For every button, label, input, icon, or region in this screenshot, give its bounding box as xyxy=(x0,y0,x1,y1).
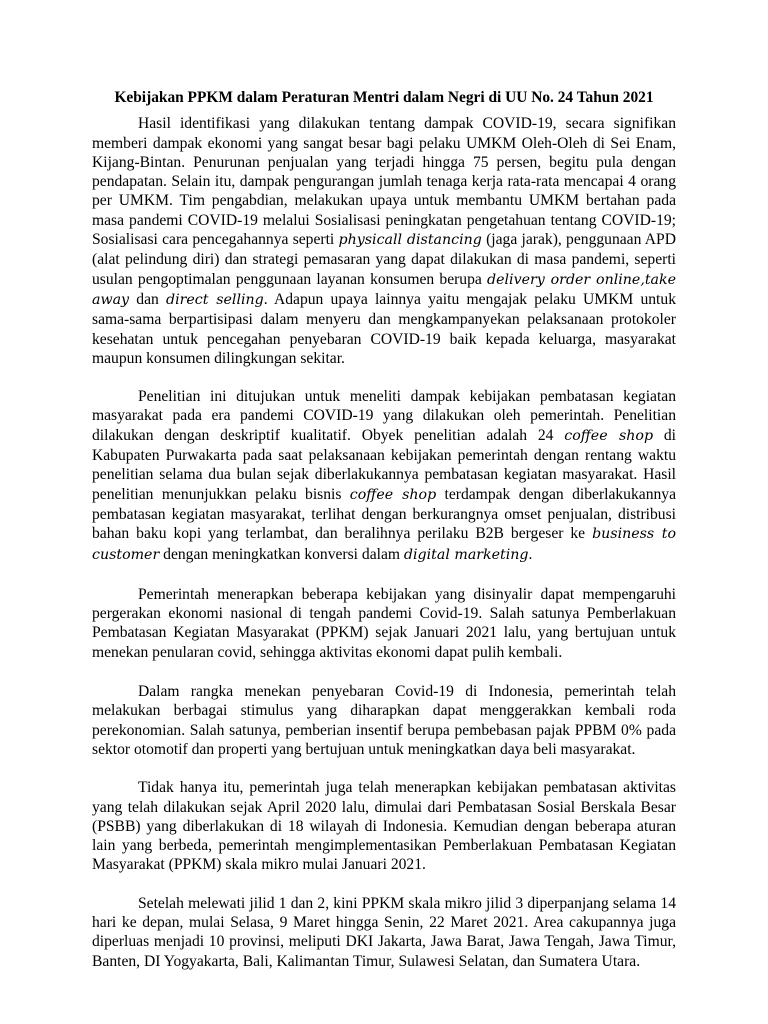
paragraph-3: Pemerintah menerapkan beberapa kebijakan yang disinyalir dapat mempengaruhi pergerakan ekonomi nasional di tengah pandemi Covid-19. Salah satunya Pemberlakuan Pembatasan Kegiatan Masyarakat (PPKM) sejak Januari 2021 lalu, yang bertujuan untuk menekan penularan covid, sehingga aktivitas ekonomi dapat pulih kembali. xyxy=(92,585,676,661)
paragraph-1-text-a: Hasil identifikasi yang dilakukan tentang dampak COVID-19, secara signifikan memberi dampak ekonomi yang sangat besar bagi pelaku UMKM Oleh-Oleh di Sei Enam, Kijang-Bintan. Penurunan penjualan yang terjadi hingga 75 persen, begitu pula dengan pendapatan. Selain itu, dampak pengurangan jumlah tenaga kerja rata-rata mencapai 4 orang per UMKM. Tim pengabdian, melakukan upaya untuk membantu UMKM bertahan pada masa pandemi COVID-19 melalui Sosialisasi peningkatan pengetahuan tentang COVID-19; Sosialisasi cara pencegahannya seperti xyxy=(92,115,676,249)
paragraph-2-text-d: dengan meningkatkan konversi dalam xyxy=(159,545,404,563)
paragraph-1-text-d: . Adapun upaya lainnya yaitu mengajak pelaku UMKM untuk sama-sama berpartisipasi dalam menyeru dan mengkampanyekan pelaksanaan protokoler kesehatan untuk pencegahan penyebaran COVID-19 baik kepada keluarga, masyarakat maupun konsumen dilingkungan sekitar. xyxy=(92,290,676,367)
italic-term-direct-selling: direct selling xyxy=(165,291,264,308)
italic-term-digital-marketing: digital marketing xyxy=(403,546,529,563)
italic-term-coffee-shop-1: coffee shop xyxy=(564,427,654,444)
paragraph-1-text-c: dan xyxy=(129,290,166,308)
paragraph-4: Dalam rangka menekan penyebaran Covid-19 di Indonesia, pemerintah telah melakukan berbagai stimulus yang diharapkan dapat menggerakkan kembali roda perekonomian. Salah satunya, pemberian insentif berupa pembebasan pajak PPBM 0% pada sektor otomotif dan properti yang bertujuan untuk meningkatkan daya beli masyarakat. xyxy=(92,683,676,758)
paragraph-5: Tidak hanya itu, pemerintah juga telah menerapkan kebijakan pembatasan aktivitas yang telah dilakukan sejak April 2020 lalu, dimulai dari Pembatasan Sosial Berskala Besar (PSBB) yang diberlakukan di 18 wilayah di Indonesia. Kemudian dengan beberapa aturan lain yang berbeda, pemerintah mengimplementasikan Pemberlakuan Pembatasan Kegiatan Masyarakat (PPKM) skala mikro mulai Januari 2021. xyxy=(92,779,676,874)
italic-term-physicall-distancing: physicall distancing xyxy=(338,232,482,249)
italic-term-delivery-order: delivery order online,take away xyxy=(92,271,676,308)
italic-term-business-to-customer: business to customer xyxy=(92,526,676,563)
paragraph-2-text-a: Penelitian ini ditujukan untuk meneliti dampak kebijakan pembatasan kegiatan masyarakat pada era pandemi COVID-19 yang dilakukan oleh pemerintah. Penelitian dilakukan dengan deskriptif kualitatif. Obyek penelitian adalah 24 xyxy=(92,388,676,444)
paragraph-2-text-b: di Kabupaten Purwakarta pada saat pelaksanaan kebijakan pemerintah dengan rentang waktu penelitian selama dua bulan sejak diberlakukannya pembatasan kegiatan masyarakat. Hasil penelitian menunjukkan pelaku bisnis xyxy=(92,426,676,503)
paragraph-1-text-b: (jaga jarak), penggunaan APD (alat pelindung diri) dan strategi pemasaran yang dapat dilakukan di masa pandemi, seperti usulan pengoptimalan penggunaan layanan konsumen berupa xyxy=(92,231,676,288)
paragraph-2-text-e: . xyxy=(528,545,533,563)
document-title: Kebijakan PPKM dalam Peraturan Mentri dalam Negri di UU No. 24 Tahun 2021 xyxy=(114,89,654,106)
paragraph-6: Setelah melewati jilid 1 dan 2, kini PPKM skala mikro jilid 3 diperpanjang selama 14 hari ke depan, mulai Selasa, 9 Maret hingga Senin, 22 Maret 2021. Area cakupannya juga diperluas menjadi 10 provinsi, meliputi DKI Jakarta, Jawa Barat, Jawa Tengah, Jawa Timur, Banten, DI Yogyakarta, Bali, Kalimantan Timur, Sulawesi Selatan, dan Sumatera Utara. xyxy=(92,894,676,970)
paragraph-1 xyxy=(92,114,676,368)
italic-term-coffee-shop-2: coffee shop xyxy=(349,486,437,503)
paragraph-2 xyxy=(92,387,676,565)
paragraph-2-text-c: terdampak dengan diberlakukannya pembatasan kegiatan masyarakat, terlihat dengan berkurangnya omset penjualan, distribusi bahan baku kopi yang terlambat, dan beralihnya perilaku B2B bergeser ke xyxy=(92,485,677,543)
